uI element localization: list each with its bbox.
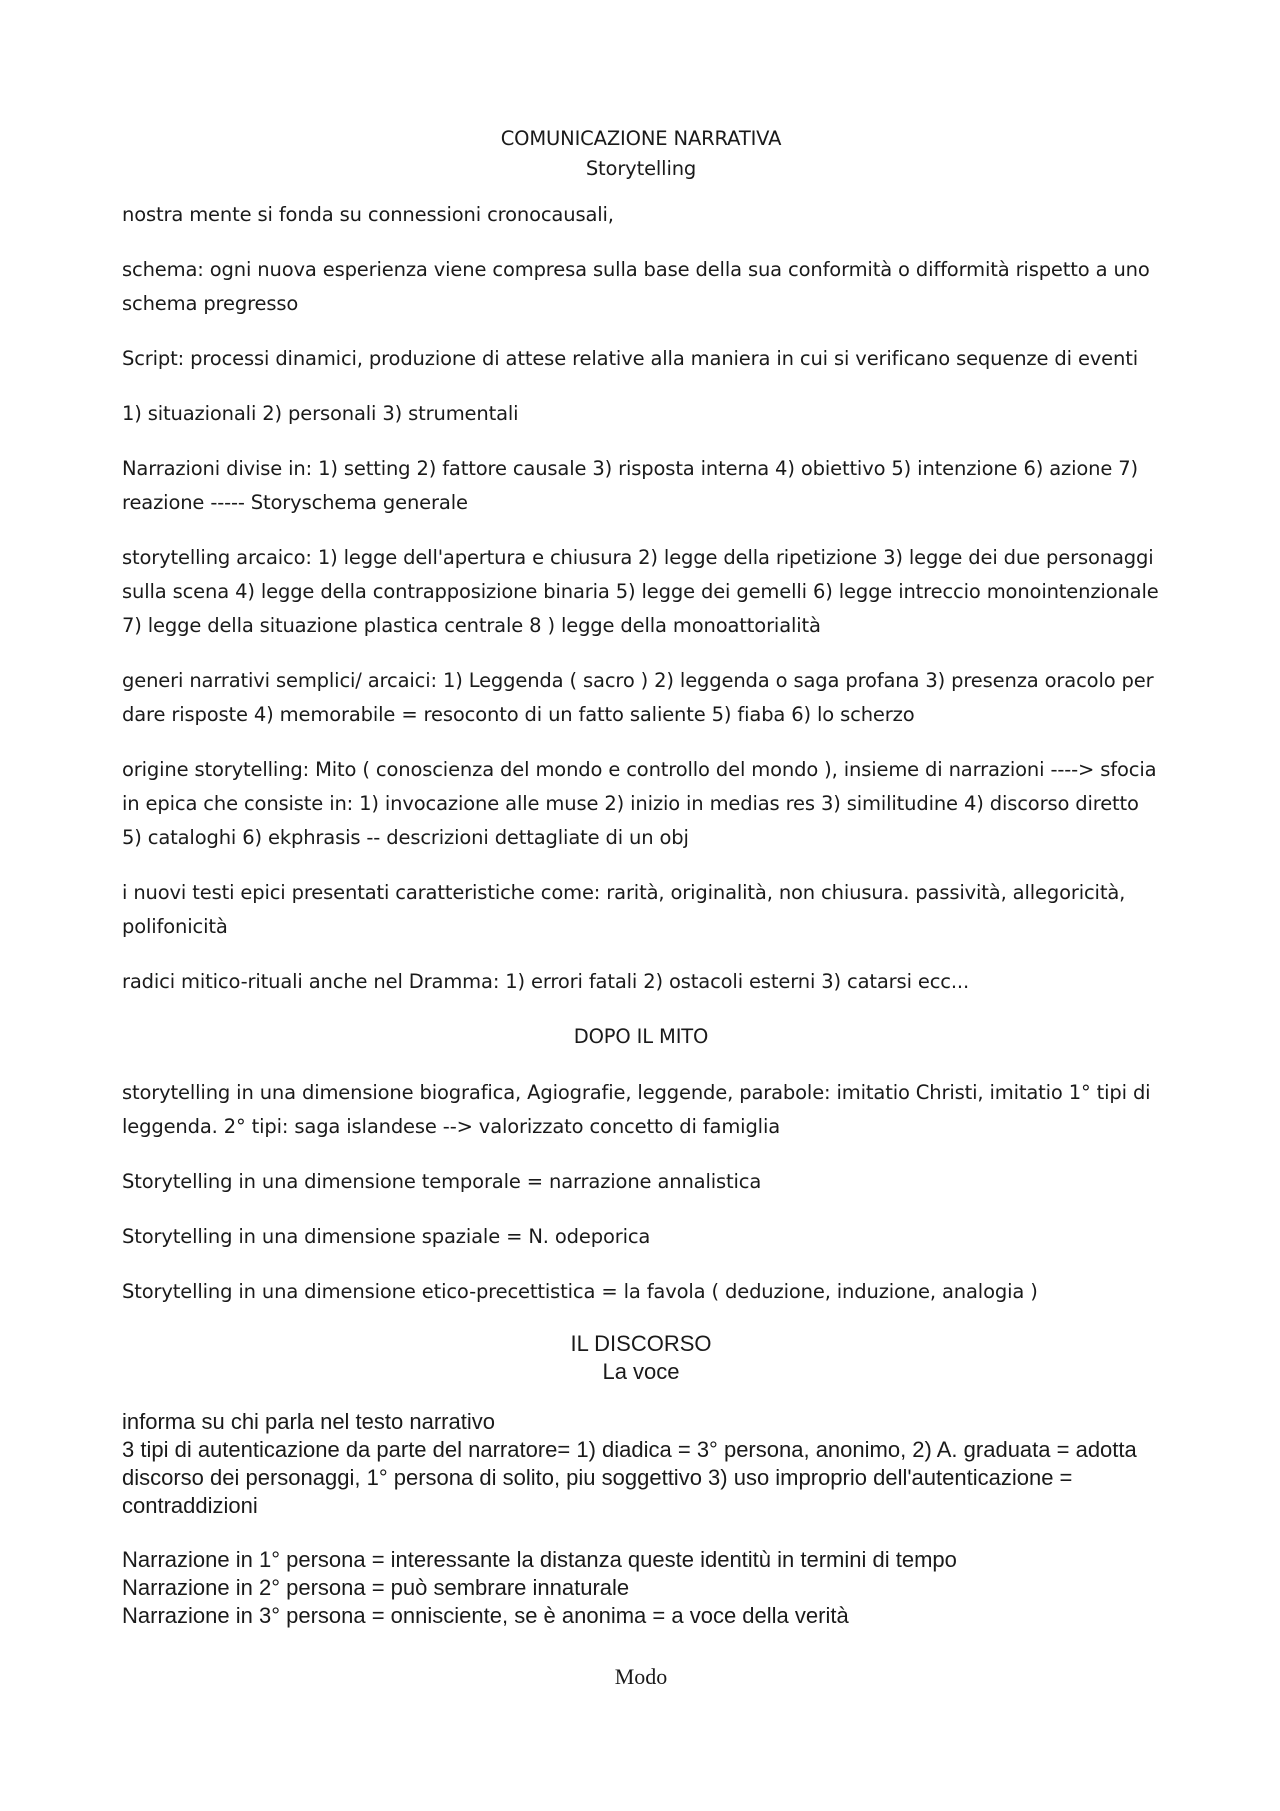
document-subtitle: Storytelling <box>585 157 697 180</box>
text-block <box>122 1546 1160 1630</box>
paragraph: i nuovi testi epici presentati caratteristiche come: rarità, originalità, non chiusura. passività, allegoricità, polifonicità <box>122 881 1126 938</box>
section-heading: DOPO IL MITO <box>573 1025 709 1048</box>
section-subtitle: La voce <box>602 1359 680 1384</box>
paragraph: nostra mente si fonda su connessioni cronocausali, <box>122 203 614 226</box>
paragraph: Narrazione in 3° persona = onnisciente, se è anonima = a voce della verità <box>122 1603 849 1628</box>
paragraph: Narrazione in 1° persona = interessante la distanza queste identitù in termini di tempo <box>122 1547 957 1572</box>
intro-section <box>122 198 1160 999</box>
paragraph: radici mitico-rituali anche nel Dramma: 1) errori fatali 2) ostacoli esterni 3) catarsi ecc... <box>122 970 970 993</box>
document-header <box>122 124 1160 184</box>
paragraph: origine storytelling: Mito ( conoscienza del mondo e controllo del mondo ), insieme di narrazioni ----> sfocia in epica che consiste in: 1) invocazione alle muse 2) inizio in medias res 3) similitudine 4) discorso diretto 5) cataloghi 6) ekphrasis -- descrizioni dettagliate di un obj <box>122 758 1157 849</box>
paragraph: Narrazioni divise in: 1) setting 2) fattore causale 3) risposta interna 4) obiettivo 5) intenzione 6) azione 7) reazione ----- Storyschema generale <box>122 457 1138 514</box>
paragraph: Storytelling in una dimensione temporale = narrazione annalistica <box>122 1170 762 1193</box>
paragraph: generi narrativi semplici/ arcaici: 1) Leggenda ( sacro ) 2) leggenda o saga profana 3) presenza oracolo per dare risposte 4) memorabile = resoconto di un fatto saliente 5) fiaba 6) lo scherzo <box>122 669 1154 726</box>
text-block <box>122 1408 1160 1520</box>
paragraph: 1) situazionali 2) personali 3) strumentali <box>122 402 519 425</box>
document-title: COMUNICAZIONE NARRATIVA <box>500 127 782 150</box>
paragraph: schema: ogni nuova esperienza viene compresa sulla base della sua conformità o difformità rispetto a uno schema pregresso <box>122 258 1150 315</box>
il-discorso-section <box>122 1330 1160 1630</box>
paragraph: informa su chi parla nel testo narrativo <box>122 1409 495 1434</box>
paragraph: Script: processi dinamici, produzione di attese relative alla maniera in cui si verificano sequenze di eventi <box>122 347 1138 370</box>
section-title: IL DISCORSO <box>570 1331 712 1356</box>
section-heading <box>122 1330 1160 1386</box>
paragraph: storytelling in una dimensione biografica, Agiografie, leggende, parabole: imitatio Christi, imitatio 1° tipi di leggenda. 2° tipi: saga islandese --> valorizzato concetto di famiglia <box>122 1081 1151 1138</box>
paragraph: Storytelling in una dimensione etico-precettistica = la favola ( deduzione, induzione, analogia ) <box>122 1280 1038 1303</box>
paragraph: Narrazione in 2° persona = può sembrare innaturale <box>122 1575 630 1600</box>
paragraph: Storytelling in una dimensione spaziale = N. odeporica <box>122 1225 651 1248</box>
paragraph: storytelling arcaico: 1) legge dell'apertura e chiusura 2) legge della ripetizione 3) legge dei due personaggi sulla scena 4) legge della contrapposizione binaria 5) legge dei gemelli 6) legge intreccio monointenzionale 7) legge della situazione plastica centrale 8 ) legge della monoattorialità <box>122 546 1159 637</box>
dopo-il-mito-section <box>122 1020 1160 1309</box>
paragraph: 3 tipi di autenticazione da parte del narratore= 1) diadica = 3° persona, anonimo, 2) A. graduata = adotta discorso dei personaggi, 1° persona di solito, piu soggettivo 3) uso improprio dell'autenticazione = contraddizioni <box>122 1437 1137 1518</box>
next-section-heading: Modo <box>614 1664 668 1689</box>
